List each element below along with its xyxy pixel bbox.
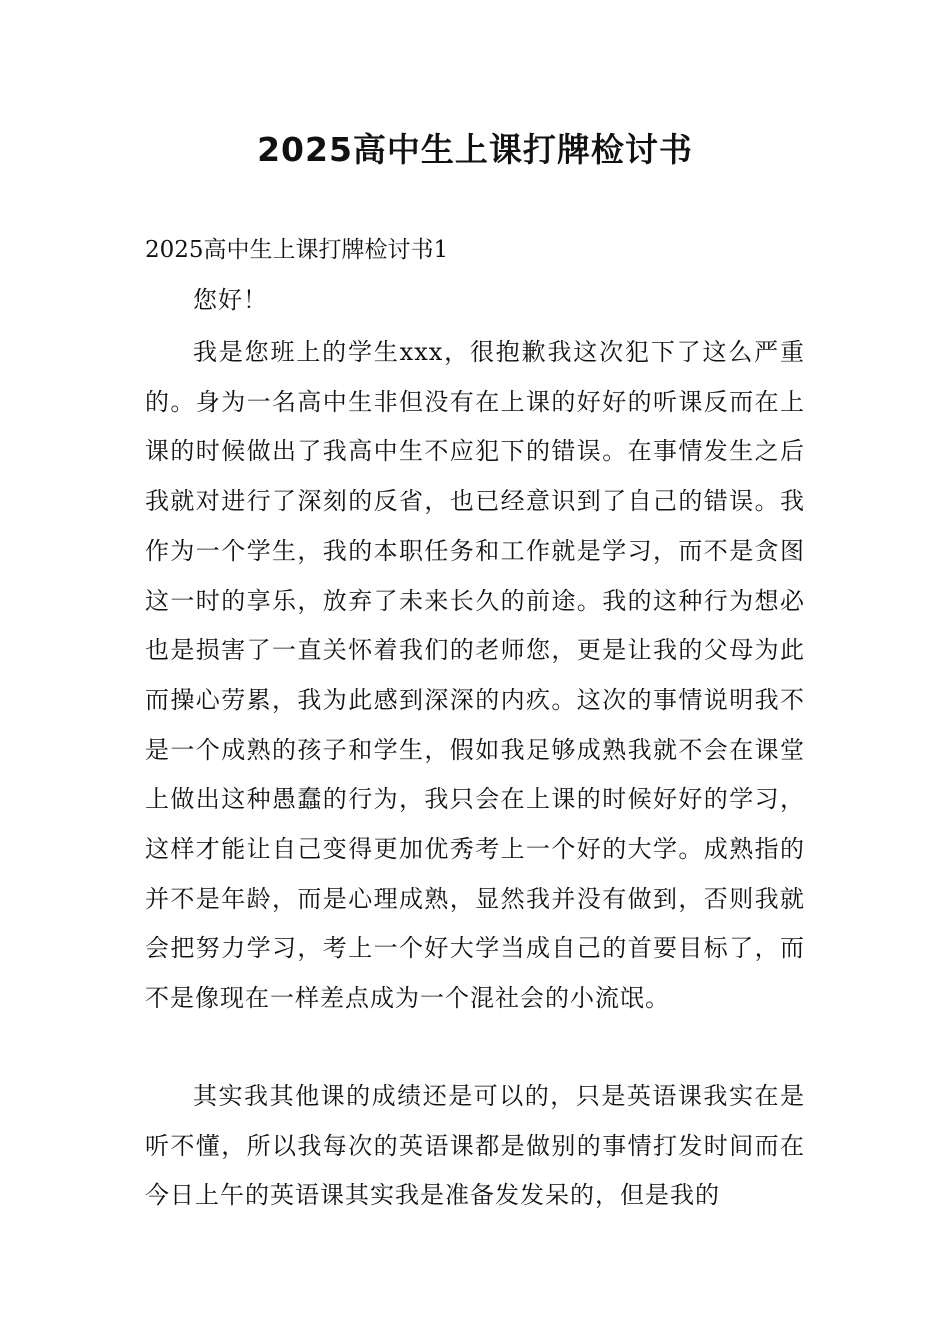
- paragraph-text: 我是您班上的学生xxx，很抱歉我这次犯下了这么严重的。身为一名高中生非但没有在上课的好好的听课反而在上课的时候做出了我高中生不应犯下的错误。在事情发生之后我就对进行了深刻的反省，也已经意识到了自己的错误。我作为一个学生，我的本职任务和工作就是学习，而不是贪图这一时的享乐，放弃了未来长久的前途。我的这种行为想必也是损害了一直关怀着我们的老师您，更是让我的父母为此而操心劳累，我为此感到深深的内疚。这次的事情说明我不是一个成熟的孩子和学生，假如我足够成熟我就不会在课堂上做出这种愚蠢的行为，我只会在上课的时候好好的学习，这样才能让自己变得更加优秀考上一个好的大学。成熟指的并不是年龄，而是心理成熟，显然我并没有做到，否则我就会把努力学习，考上一个好大学当成自己的首要目标了，而不是像现在一样差点成为一个混社会的小流氓。: [145, 338, 805, 1013]
- greeting-line: 您好！: [193, 286, 268, 314]
- body-paragraph-2: [145, 1072, 805, 1221]
- document-title: 2025高中生上课打牌检讨书: [257, 130, 693, 169]
- section-heading: 2025高中生上课打牌检讨书1: [145, 237, 449, 263]
- paragraph-text: 其实我其他课的成绩还是可以的，只是英语课我实在是听不懂，所以我每次的英语课都是做别的事情打发时间而在今日上午的英语课其实我是准备发发呆的，但是我的: [145, 1082, 805, 1210]
- body-paragraph-1: [145, 328, 805, 1024]
